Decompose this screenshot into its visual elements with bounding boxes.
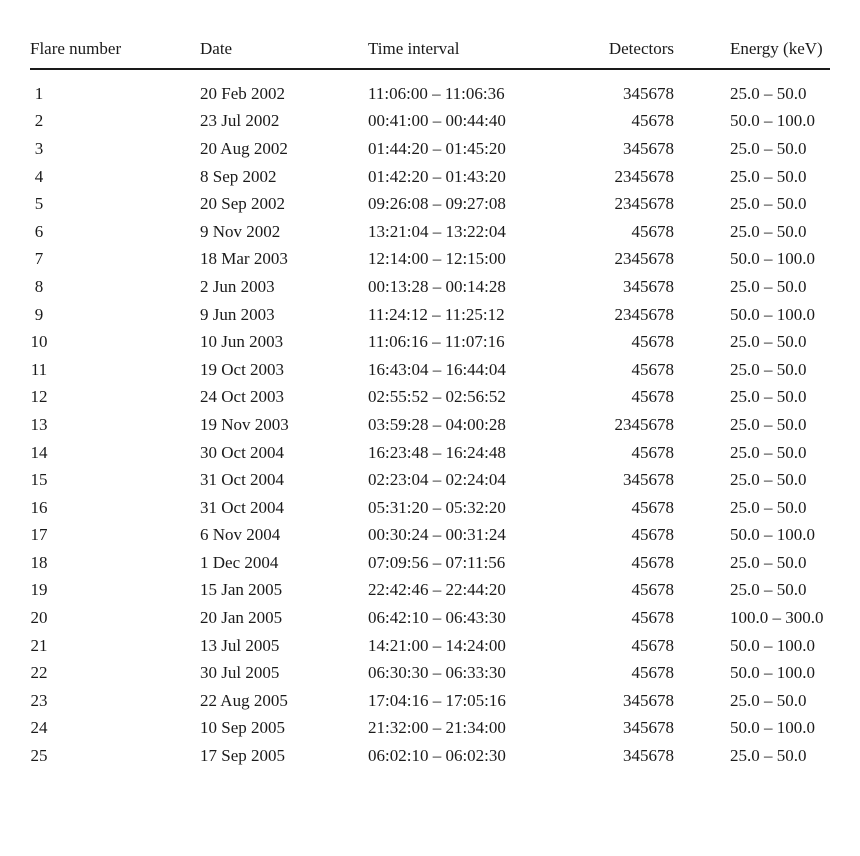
detectors-value: 45678: [631, 525, 674, 545]
cell-date: 20 Jan 2005: [200, 608, 283, 628]
detectors-value: 45678: [631, 580, 674, 600]
detectors-value: 45678: [631, 387, 674, 407]
detectors-value: 45678: [631, 332, 674, 352]
cell-detectors: [582, 273, 730, 301]
cell-energy: 25.0 – 50.0: [730, 690, 807, 710]
flare-number-value: 4: [34, 166, 44, 186]
cell-detectors: [582, 190, 730, 218]
header-time-interval: Time interval: [368, 30, 582, 69]
detectors-value: 345678: [623, 746, 674, 766]
flare-number-value: 9: [34, 304, 44, 324]
detectors-value: 45678: [631, 221, 674, 241]
cell-detectors: [582, 328, 730, 356]
cell-energy: 50.0 – 100.0: [730, 525, 815, 545]
cell-flare-number: [30, 328, 200, 356]
cell-date: 6 Nov 2004: [200, 525, 281, 545]
cell-date: 20 Aug 2002: [200, 138, 288, 158]
cell-date: 1 Dec 2004: [200, 552, 279, 572]
cell-time-interval: 00:13:28 – 00:14:28: [368, 276, 506, 296]
table-row: [30, 80, 830, 108]
cell-detectors: [582, 246, 730, 274]
cell-time-interval: 11:06:00 – 11:06:36: [368, 83, 505, 103]
cell-detectors: [582, 494, 730, 522]
flare-number-value: 7: [34, 249, 44, 269]
detectors-value: 45678: [631, 608, 674, 628]
table-row: [30, 273, 830, 301]
spacer-cell: [30, 69, 830, 80]
cell-time-interval: 16:43:04 – 16:44:04: [368, 359, 506, 379]
cell-date: 15 Jan 2005: [200, 580, 283, 600]
cell-energy: 25.0 – 50.0: [730, 194, 807, 214]
cell-flare-number: [30, 273, 200, 301]
flare-number-value: 14: [30, 442, 48, 462]
flare-number-value: 10: [30, 332, 48, 352]
cell-time-interval: 09:26:08 – 09:27:08: [368, 194, 506, 214]
table-row: [30, 687, 830, 715]
cell-date: 8 Sep 2002: [200, 166, 277, 186]
cell-flare-number: [30, 494, 200, 522]
detectors-value: 2345678: [614, 249, 674, 269]
detectors-value: 345678: [623, 690, 674, 710]
cell-detectors: [582, 742, 730, 770]
cell-detectors: [582, 108, 730, 136]
cell-date: 19 Nov 2003: [200, 414, 289, 434]
cell-detectors: [582, 522, 730, 550]
cell-time-interval: 03:59:28 – 04:00:28: [368, 414, 506, 434]
cell-date: 31 Oct 2004: [200, 470, 285, 490]
detectors-value: 2345678: [614, 194, 674, 214]
flare-number-value: 3: [34, 138, 44, 158]
flare-number-value: 23: [30, 690, 48, 710]
cell-flare-number: [30, 742, 200, 770]
cell-energy: 25.0 – 50.0: [730, 359, 807, 379]
cell-date: 31 Oct 2004: [200, 497, 285, 517]
flare-number-value: 16: [30, 497, 48, 517]
cell-energy: 25.0 – 50.0: [730, 387, 807, 407]
detectors-value: 45678: [631, 663, 674, 683]
header-date: Date: [200, 30, 368, 69]
cell-time-interval: 00:30:24 – 00:31:24: [368, 525, 506, 545]
cell-time-interval: 05:31:20 – 05:32:20: [368, 497, 506, 517]
cell-time-interval: 07:09:56 – 07:11:56: [368, 552, 506, 572]
cell-detectors: [582, 687, 730, 715]
cell-flare-number: [30, 108, 200, 136]
table-row: [30, 135, 830, 163]
detectors-value: 45678: [631, 635, 674, 655]
flare-number-value: 5: [34, 194, 44, 214]
cell-flare-number: [30, 715, 200, 743]
cell-detectors: [582, 135, 730, 163]
cell-date: 23 Jul 2002: [200, 111, 280, 131]
cell-detectors: [582, 80, 730, 108]
cell-energy: 25.0 – 50.0: [730, 166, 807, 186]
cell-detectors: [582, 384, 730, 412]
detectors-value: 2345678: [614, 304, 674, 324]
cell-date: 30 Oct 2004: [200, 442, 285, 462]
table-row: [30, 328, 830, 356]
cell-date: 22 Aug 2005: [200, 690, 288, 710]
cell-time-interval: 01:44:20 – 01:45:20: [368, 138, 506, 158]
cell-energy: 25.0 – 50.0: [730, 276, 807, 296]
table-row: [30, 522, 830, 550]
cell-detectors: [582, 163, 730, 191]
cell-date: 20 Feb 2002: [200, 83, 285, 103]
cell-detectors: [582, 659, 730, 687]
cell-energy: 50.0 – 100.0: [730, 249, 815, 269]
cell-detectors: [582, 356, 730, 384]
cell-energy: 25.0 – 50.0: [730, 497, 807, 517]
flare-number-value: 25: [30, 746, 48, 766]
cell-time-interval: 14:21:00 – 14:24:00: [368, 635, 506, 655]
cell-energy: 50.0 – 100.0: [730, 718, 815, 738]
table-row: [30, 632, 830, 660]
cell-time-interval: 12:14:00 – 12:15:00: [368, 249, 506, 269]
cell-energy: 25.0 – 50.0: [730, 221, 807, 241]
cell-flare-number: [30, 135, 200, 163]
cell-date: 10 Sep 2005: [200, 718, 285, 738]
cell-date: 13 Jul 2005: [200, 635, 280, 655]
table-row: [30, 246, 830, 274]
detectors-value: 345678: [623, 83, 674, 103]
cell-time-interval: 02:23:04 – 02:24:04: [368, 470, 506, 490]
table-body: [30, 69, 830, 770]
cell-flare-number: [30, 439, 200, 467]
cell-flare-number: [30, 632, 200, 660]
cell-energy: 25.0 – 50.0: [730, 580, 807, 600]
cell-energy: 50.0 – 100.0: [730, 663, 815, 683]
header-energy: Energy (keV): [730, 30, 830, 69]
cell-energy: 25.0 – 50.0: [730, 746, 807, 766]
flare-number-value: 1: [34, 83, 44, 103]
cell-energy: 50.0 – 100.0: [730, 635, 815, 655]
cell-flare-number: [30, 549, 200, 577]
detectors-value: 2345678: [614, 414, 674, 434]
cell-detectors: [582, 466, 730, 494]
detectors-value: 345678: [623, 138, 674, 158]
header-spacer: [30, 69, 830, 80]
cell-flare-number: [30, 163, 200, 191]
flare-number-value: 20: [30, 608, 48, 628]
flare-number-value: 24: [30, 718, 48, 738]
header-detectors-label: Detectors: [608, 39, 674, 58]
cell-date: 30 Jul 2005: [200, 663, 280, 683]
cell-energy: 25.0 – 50.0: [730, 470, 807, 490]
cell-date: 10 Jun 2003: [200, 332, 284, 352]
cell-date: 2 Jun 2003: [200, 276, 275, 296]
cell-date: 20 Sep 2002: [200, 194, 285, 214]
cell-flare-number: [30, 604, 200, 632]
cell-detectors: [582, 604, 730, 632]
flare-number-value: 8: [34, 276, 44, 296]
flare-table-container: [30, 30, 830, 770]
cell-time-interval: 06:30:30 – 06:33:30: [368, 663, 506, 683]
cell-flare-number: [30, 411, 200, 439]
cell-detectors: [582, 301, 730, 329]
cell-time-interval: 16:23:48 – 16:24:48: [368, 442, 506, 462]
flare-number-value: 18: [30, 552, 48, 572]
detectors-value: 2345678: [614, 166, 674, 186]
cell-energy: 100.0 – 300.0: [730, 608, 824, 628]
cell-energy: 25.0 – 50.0: [730, 442, 807, 462]
flare-number-value: 22: [30, 663, 48, 683]
cell-flare-number: [30, 659, 200, 687]
flare-number-value: 21: [30, 635, 48, 655]
cell-detectors: [582, 549, 730, 577]
cell-date: 17 Sep 2005: [200, 746, 285, 766]
cell-flare-number: [30, 577, 200, 605]
table-row: [30, 604, 830, 632]
detectors-value: 45678: [631, 442, 674, 462]
table-header: [30, 30, 830, 69]
flare-number-value: 17: [30, 525, 48, 545]
table-row: [30, 439, 830, 467]
cell-energy: 25.0 – 50.0: [730, 83, 807, 103]
cell-time-interval: 06:02:10 – 06:02:30: [368, 746, 506, 766]
cell-time-interval: 01:42:20 – 01:43:20: [368, 166, 506, 186]
table-row: [30, 218, 830, 246]
cell-date: 9 Nov 2002: [200, 221, 281, 241]
cell-flare-number: [30, 80, 200, 108]
flare-number-value: 12: [30, 387, 48, 407]
cell-detectors: [582, 411, 730, 439]
table-row: [30, 742, 830, 770]
cell-time-interval: 22:42:46 – 22:44:20: [368, 580, 506, 600]
cell-energy: 25.0 – 50.0: [730, 138, 807, 158]
table-row: [30, 384, 830, 412]
flare-number-value: 2: [34, 111, 44, 131]
cell-time-interval: 11:24:12 – 11:25:12: [368, 304, 505, 324]
flare-number-value: 15: [30, 470, 48, 490]
cell-energy: 50.0 – 100.0: [730, 304, 815, 324]
cell-detectors: [582, 715, 730, 743]
table-row: [30, 301, 830, 329]
cell-energy: 50.0 – 100.0: [730, 111, 815, 131]
table-row: [30, 190, 830, 218]
table-row: [30, 466, 830, 494]
table-row: [30, 411, 830, 439]
table-row: [30, 659, 830, 687]
flare-number-value: 11: [30, 359, 48, 379]
detectors-value: 345678: [623, 276, 674, 296]
detectors-value: 45678: [631, 359, 674, 379]
cell-detectors: [582, 439, 730, 467]
cell-time-interval: 02:55:52 – 02:56:52: [368, 387, 506, 407]
header-flare-number: Flare number: [30, 30, 200, 69]
cell-date: 24 Oct 2003: [200, 387, 285, 407]
cell-date: 19 Oct 2003: [200, 359, 285, 379]
cell-time-interval: 21:32:00 – 21:34:00: [368, 718, 506, 738]
table-row: [30, 577, 830, 605]
cell-flare-number: [30, 218, 200, 246]
cell-time-interval: 17:04:16 – 17:05:16: [368, 690, 506, 710]
detectors-value: 345678: [623, 470, 674, 490]
table-row: [30, 356, 830, 384]
table-row: [30, 163, 830, 191]
cell-time-interval: 06:42:10 – 06:43:30: [368, 608, 506, 628]
flare-number-value: 13: [30, 414, 48, 434]
cell-flare-number: [30, 301, 200, 329]
detectors-value: 45678: [631, 497, 674, 517]
cell-flare-number: [30, 522, 200, 550]
cell-energy: 25.0 – 50.0: [730, 332, 807, 352]
header-detectors: [582, 30, 730, 69]
table-row: [30, 494, 830, 522]
cell-flare-number: [30, 687, 200, 715]
cell-time-interval: 00:41:00 – 00:44:40: [368, 111, 506, 131]
cell-detectors: [582, 577, 730, 605]
flare-number-value: 19: [30, 580, 48, 600]
header-row: [30, 30, 830, 69]
cell-detectors: [582, 632, 730, 660]
cell-date: 18 Mar 2003: [200, 249, 288, 269]
detectors-value: 345678: [623, 718, 674, 738]
cell-flare-number: [30, 190, 200, 218]
cell-time-interval: 11:06:16 – 11:07:16: [368, 332, 505, 352]
table-row: [30, 108, 830, 136]
cell-flare-number: [30, 246, 200, 274]
detectors-value: 45678: [631, 552, 674, 572]
table-row: [30, 715, 830, 743]
flare-number-value: 6: [34, 221, 44, 241]
detectors-value: 45678: [631, 111, 674, 131]
cell-detectors: [582, 218, 730, 246]
cell-time-interval: 13:21:04 – 13:22:04: [368, 221, 506, 241]
flare-table: [30, 30, 830, 770]
cell-flare-number: [30, 384, 200, 412]
table-row: [30, 549, 830, 577]
cell-flare-number: [30, 466, 200, 494]
cell-energy: 25.0 – 50.0: [730, 414, 807, 434]
cell-energy: 25.0 – 50.0: [730, 552, 807, 572]
cell-date: 9 Jun 2003: [200, 304, 275, 324]
cell-flare-number: [30, 356, 200, 384]
